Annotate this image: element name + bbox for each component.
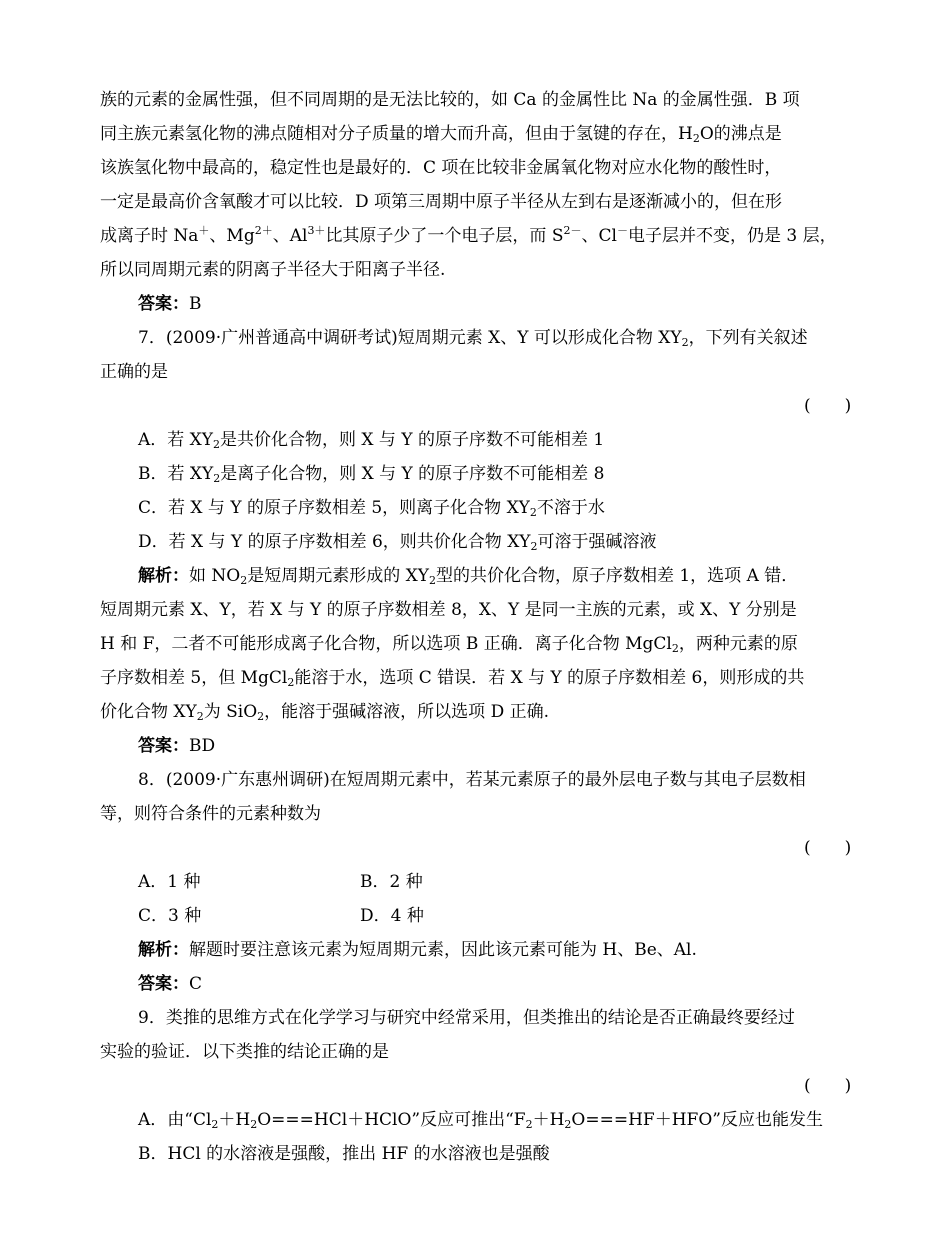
answer-bracket: ( ) (804, 396, 852, 416)
option-b: B．2 种 (360, 872, 423, 892)
explanation-7-line-5: 价化合物 $XY_2$为 SiO$_2$，能溶于强碱溶液，所以选项 D 正确. (100, 702, 550, 723)
explanation-7-line-2: 短周期元素 X、Y，若 X 与 Y 的原子序数相差 8，X、Y 是同一主族的元素，或 X、Y 分别是 (100, 600, 797, 620)
explanation-6-line-4: 一定是最高价含氧酸才可以比较．D 项第三周期中原子半径从左到右是逐渐减小的，但在形 (100, 192, 783, 212)
explanation-7-line-1: 解析：如 $NO_2$是短周期元素形成的 $XY_2$型的共价化合物，原子序数相差 1，选项 A 错． (138, 566, 799, 587)
question-7-stem-line-2: 正确的是 (100, 362, 168, 382)
question-9-stem-line-1: 9．类推的思维方式在化学学习与研究中经常采用，但类推出的结论是否正确最终要经过 (138, 1008, 795, 1028)
answer-7: 答案：BD (138, 736, 216, 756)
question-8-stem-line-2: 等，则符合条件的元素种数为 (100, 804, 321, 824)
option-c: C．3 种 (138, 906, 202, 926)
explanation-8: 解析：解题时要注意该元素为短周期元素，因此该元素可能为 H、Be、Al. (138, 940, 697, 960)
option-a: A．若 $XY_2$是共价化合物，则 X 与 Y 的原子序数不可能相差 1 (138, 430, 605, 451)
answer-bracket: ( ) (804, 838, 852, 858)
option-d: D．4 种 (360, 906, 424, 926)
explanation-6-line-1: 族的元素的金属性强，但不同周期的是无法比较的，如 Ca 的金属性比 Na 的金属性强．B 项 (100, 90, 800, 110)
question-7-stem-line-1: 7．(2009·广州普通高中调研考试)短周期元素 X、Y 可以形成化合物 $XY_2$，下列有关叙述 (138, 328, 808, 349)
explanation-7-line-3: H 和 F，二者不可能形成离子化合物，所以选项 B 正确．离子化合物 MgCl$_2$，两种元素的原 (100, 634, 798, 655)
option-a: A．1 种 (138, 872, 201, 892)
option-b: B．HCl 的水溶液是强酸，推出 HF 的水溶液也是强酸 (138, 1144, 550, 1164)
answer-bracket: ( ) (804, 1076, 852, 1096)
option-a: A．由“$Cl_2+H_2O===HCl+HClO$”反应可推出“$F_2+H_2O===HF+HFO$”反应也能发生 (138, 1110, 823, 1131)
ion-s: $S^{2-}$ (551, 224, 582, 246)
option-b: B．若 $XY_2$是离子化合物，则 X 与 Y 的原子序数不可能相差 8 (138, 464, 605, 485)
answer-8: 答案：C (138, 974, 203, 994)
option-d: D．若 X 与 Y 的原子序数相差 6，则共价化合物 $XY_2$可溶于强碱溶液 (138, 532, 657, 553)
h2o-formula: $H_2O$ (678, 124, 714, 145)
explanation-6-line-6: 所以同周期元素的阴离子半径大于阳离子半径. (100, 260, 446, 280)
ion-mg: $Mg^{2+}$ (226, 224, 273, 246)
explanation-6-line-2: 同主族元素氢化物的沸点随相对分子质量的增大而升高，但由于氢键的存在，$H_2O$的沸点是 (100, 124, 782, 145)
ion-cl: Cl－ (598, 224, 628, 246)
question-9-stem-line-2: 实验的验证．以下类推的结论正确的是 (100, 1042, 389, 1062)
answer-6: 答案：B (138, 294, 202, 314)
ion-na: Na＋ (173, 224, 210, 246)
explanation-6-line-5: 成离子时 Na＋、$Mg^{2+}$、$Al^{3+}$比其原子少了一个电子层，而 $S^{2-}$、Cl－电子层并不变，仍是 3 层， (100, 224, 837, 246)
explanation-7-line-4: 子序数相差 5，但 MgCl$_2$能溶于水，选项 C 错误．若 X 与 Y 的原子序数相差 6，则形成的共 (100, 668, 805, 689)
question-8-stem-line-1: 8．(2009·广东惠州调研)在短周期元素中，若某元素原子的最外层电子数与其电子层数相 (138, 770, 806, 790)
ion-al: $Al^{3+}$ (289, 224, 326, 246)
option-c: C．若 X 与 Y 的原子序数相差 5，则离子化合物 $XY_2$不溶于水 (138, 498, 605, 519)
explanation-6-line-3: 该族氢化物中最高的，稳定性也是最好的．C 项在比较非金属氧化物对应水化物的酸性时， (100, 158, 782, 178)
